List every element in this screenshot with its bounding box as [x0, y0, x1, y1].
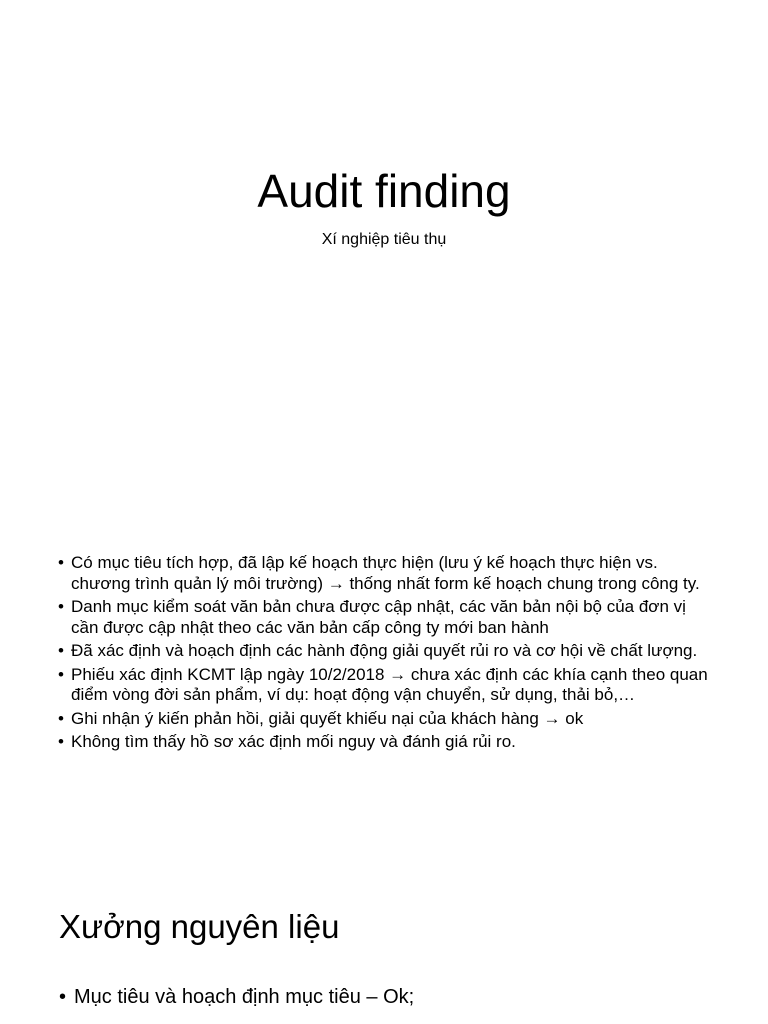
section-title: Xưởng nguyên liệu	[59, 908, 340, 945]
slide-findings	[0, 540, 768, 860]
list-item: • Mục tiêu và hoạch định mục tiêu – Ok;	[59, 984, 739, 1010]
list-item: • Phiếu xác định KCMT lập ngày 10/2/2018 → chưa xác định các khía cạnh theo quan điểm vòng đời sản phẩm, ví dụ: hoạt động vận chuyển, sử dụng, thải bỏ,…	[58, 665, 718, 706]
page-subtitle: Xí nghiệp tiêu thụ	[321, 231, 447, 248]
page-title: Audit finding	[257, 165, 511, 217]
list-item: • Ghi nhận ý kiến phản hồi, giải quyết khiếu nại của khách hàng → ok	[58, 709, 718, 730]
findings-list	[58, 553, 718, 756]
slide-section	[0, 860, 768, 1024]
list-item: • Có mục tiêu tích hợp, đã lập kế hoạch thực hiện (lưu ý kế hoạch thực hiện vs. chương trình quản lý môi trường) → thống nhất form kế hoạch chung trong công ty.	[58, 553, 718, 594]
list-item: • Đã xác định và hoạch định các hành động giải quyết rủi ro và cơ hội về chất lượng.	[58, 641, 718, 662]
list-item: • Danh mục kiểm soát văn bản chưa được cập nhật, các văn bản nội bộ của đơn vị cần được cập nhật theo các văn bản cấp công ty mới ban hành	[58, 597, 718, 638]
list-item: • Không tìm thấy hồ sơ xác định mối nguy và đánh giá rủi ro.	[58, 732, 718, 753]
section-list	[59, 984, 739, 1014]
